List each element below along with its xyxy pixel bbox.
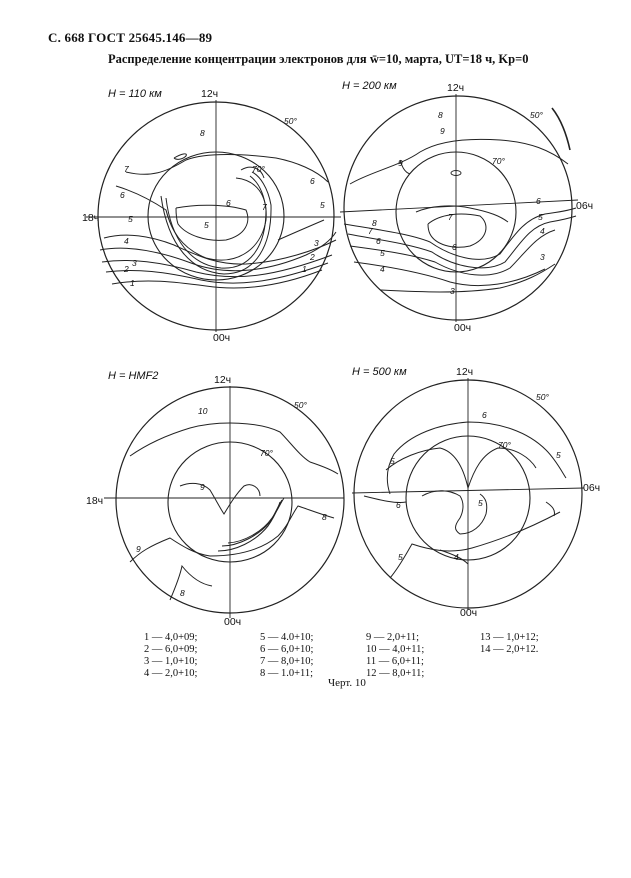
- plot-4-contour-label: 6: [396, 500, 401, 510]
- plot-1-contour-label: 7: [124, 164, 129, 174]
- plot-3-lat-outer: 50°: [294, 400, 307, 410]
- legend-item: 1 — 4,0+09;: [144, 632, 198, 643]
- plot-1-contour-label: 3: [314, 238, 319, 248]
- plot-1-contour-label: 5: [204, 220, 209, 230]
- plot-4-height-label: H = 500 км: [352, 366, 407, 378]
- plot-1-contour-label: 3: [132, 258, 137, 268]
- plot-3-time-bottom: 00ч: [224, 616, 242, 628]
- plot-1-height-label: H = 110 км: [108, 88, 162, 100]
- plot-2-contour-label: 9: [398, 158, 403, 168]
- plot-4-contour-label: 4: [454, 552, 459, 562]
- plot-2-contour-label: 5: [380, 248, 385, 258]
- plot-4-time-right: 06ч: [583, 482, 601, 494]
- plot-1-contour-label: 6: [120, 190, 125, 200]
- page-header: С. 668 ГОСТ 25645.146—89: [48, 30, 213, 45]
- plot-4-polar-map: [350, 378, 586, 610]
- legend-column-2: [260, 632, 313, 680]
- plot-2-height-label: H = 200 км: [342, 80, 397, 92]
- plot-4-contour-label: 5: [390, 456, 395, 466]
- plot-3-contour-label: 10: [198, 406, 208, 416]
- plot-1-contour-label: 4: [124, 236, 129, 246]
- figure-title: Распределение концентрации электронов для w̄=10, марта, UT=18 ч, Kp=0: [108, 52, 529, 66]
- plot-3-lat-inner: 70°: [260, 448, 273, 458]
- legend-item: 13 — 1,0+12;: [480, 632, 539, 643]
- plot-1-svg: [96, 100, 341, 332]
- legend-column-1: [144, 632, 197, 680]
- plot-1-lat-inner: 70°: [252, 164, 265, 174]
- legend-item: 14 — 2,0+12.: [480, 644, 539, 655]
- plot-2-polar-map: [340, 94, 580, 324]
- legend-item: 4 — 2,0+10;: [144, 668, 198, 679]
- figure-caption: Черт. 10: [328, 677, 366, 689]
- plot-2-contour-label: 6: [536, 196, 541, 206]
- plot-2-contour-label: 8: [438, 110, 443, 120]
- plot-2-lat-inner: 70°: [492, 156, 505, 166]
- plot-1-polar-map: [96, 100, 341, 332]
- plot-3-polar-map: [110, 386, 350, 618]
- plot-4-time-bottom: 00ч: [460, 607, 478, 619]
- legend-item: 6 — 6,0+10;: [260, 644, 314, 655]
- plot-1-time-top: 12ч: [201, 88, 219, 100]
- legend-item: 9 — 2,0+11;: [366, 632, 420, 643]
- plot-2-contour-label: 7: [368, 226, 373, 236]
- plot-2-time-bottom: 00ч: [454, 322, 472, 334]
- plot-2-contour-label: 4: [380, 264, 385, 274]
- plot-1-contour-label: 8: [200, 128, 205, 138]
- plot-4-contour-label: 6: [482, 410, 487, 420]
- plot-3-contour-label: 9: [136, 544, 141, 554]
- plot-2-contour-label: 3: [450, 286, 455, 296]
- plot-2-contour-label: 7: [448, 212, 453, 222]
- plot-1-time-left: 18ч: [82, 212, 100, 224]
- plot-2-time-right: 06ч: [576, 200, 594, 212]
- plot-1-contour-label: 6: [226, 198, 231, 208]
- plot-3-contour-label: 8: [180, 588, 185, 598]
- legend-column-3: [366, 632, 424, 680]
- plot-4-lat-outer: 50°: [536, 392, 549, 402]
- plot-2-svg: [340, 94, 580, 324]
- plot-3-time-left: 18ч: [86, 495, 104, 507]
- plot-4-contour-label: 5: [556, 450, 561, 460]
- plot-1-contour-label: 1: [130, 278, 135, 288]
- plot-4-contour-label: 5: [398, 552, 403, 562]
- plot-4-time-top: 12ч: [456, 366, 474, 378]
- plot-2-lat-outer: 50°: [530, 110, 543, 120]
- plot-2-contour-label: 6: [376, 236, 381, 246]
- plot-3-height-label: H = HMF2: [108, 370, 159, 382]
- plot-2-time-top: 12ч: [447, 82, 465, 94]
- legend-item: 11 — 6,0+11;: [366, 656, 424, 667]
- plot-2-contour-label: 3: [540, 252, 545, 262]
- plot-4-svg: [350, 378, 586, 610]
- plot-3-time-top: 12ч: [214, 374, 232, 386]
- plot-1-contour-label: 7: [262, 202, 267, 212]
- plot-4-contour-label: 5: [478, 498, 483, 508]
- plot-2-contour-label: 5: [538, 212, 543, 222]
- plot-2-contour-label: 9: [440, 126, 445, 136]
- legend-item: 7 — 8,0+10;: [260, 656, 314, 667]
- plot-1-contour-label: 6: [310, 176, 315, 186]
- plot-1-contour-label: 2: [124, 264, 129, 274]
- plot-1-contour-label: 1: [302, 264, 307, 274]
- legend-column-4: [480, 632, 539, 656]
- plot-2-contour-label: 6: [452, 242, 457, 252]
- plot-1-contour-label: 5: [128, 214, 133, 224]
- plot-3-contour-label: 8: [322, 512, 327, 522]
- plot-1-contour-label: 5: [320, 200, 325, 210]
- legend-item: 10 — 4,0+11;: [366, 644, 425, 655]
- plot-1-time-bottom: 00ч: [213, 332, 231, 344]
- legend-item: 12 — 8,0+11;: [366, 668, 425, 679]
- legend-item: 3 — 1,0+10;: [144, 656, 198, 667]
- legend-item: 2 — 6,0+09;: [144, 644, 198, 655]
- plot-4-lat-inner: 70°: [498, 440, 511, 450]
- plot-2-contour-label: 4: [540, 226, 545, 236]
- plot-3-contour-label: 9: [200, 482, 205, 492]
- plot-3-svg: [110, 386, 350, 618]
- plot-1-contour-label: 2: [310, 252, 315, 262]
- legend-item: 8 — 1.0+11;: [260, 668, 314, 679]
- legend-item: 5 — 4.0+10;: [260, 632, 314, 643]
- plot-2-contour-label: 8: [372, 218, 377, 228]
- plot-1-lat-outer: 50°: [284, 116, 297, 126]
